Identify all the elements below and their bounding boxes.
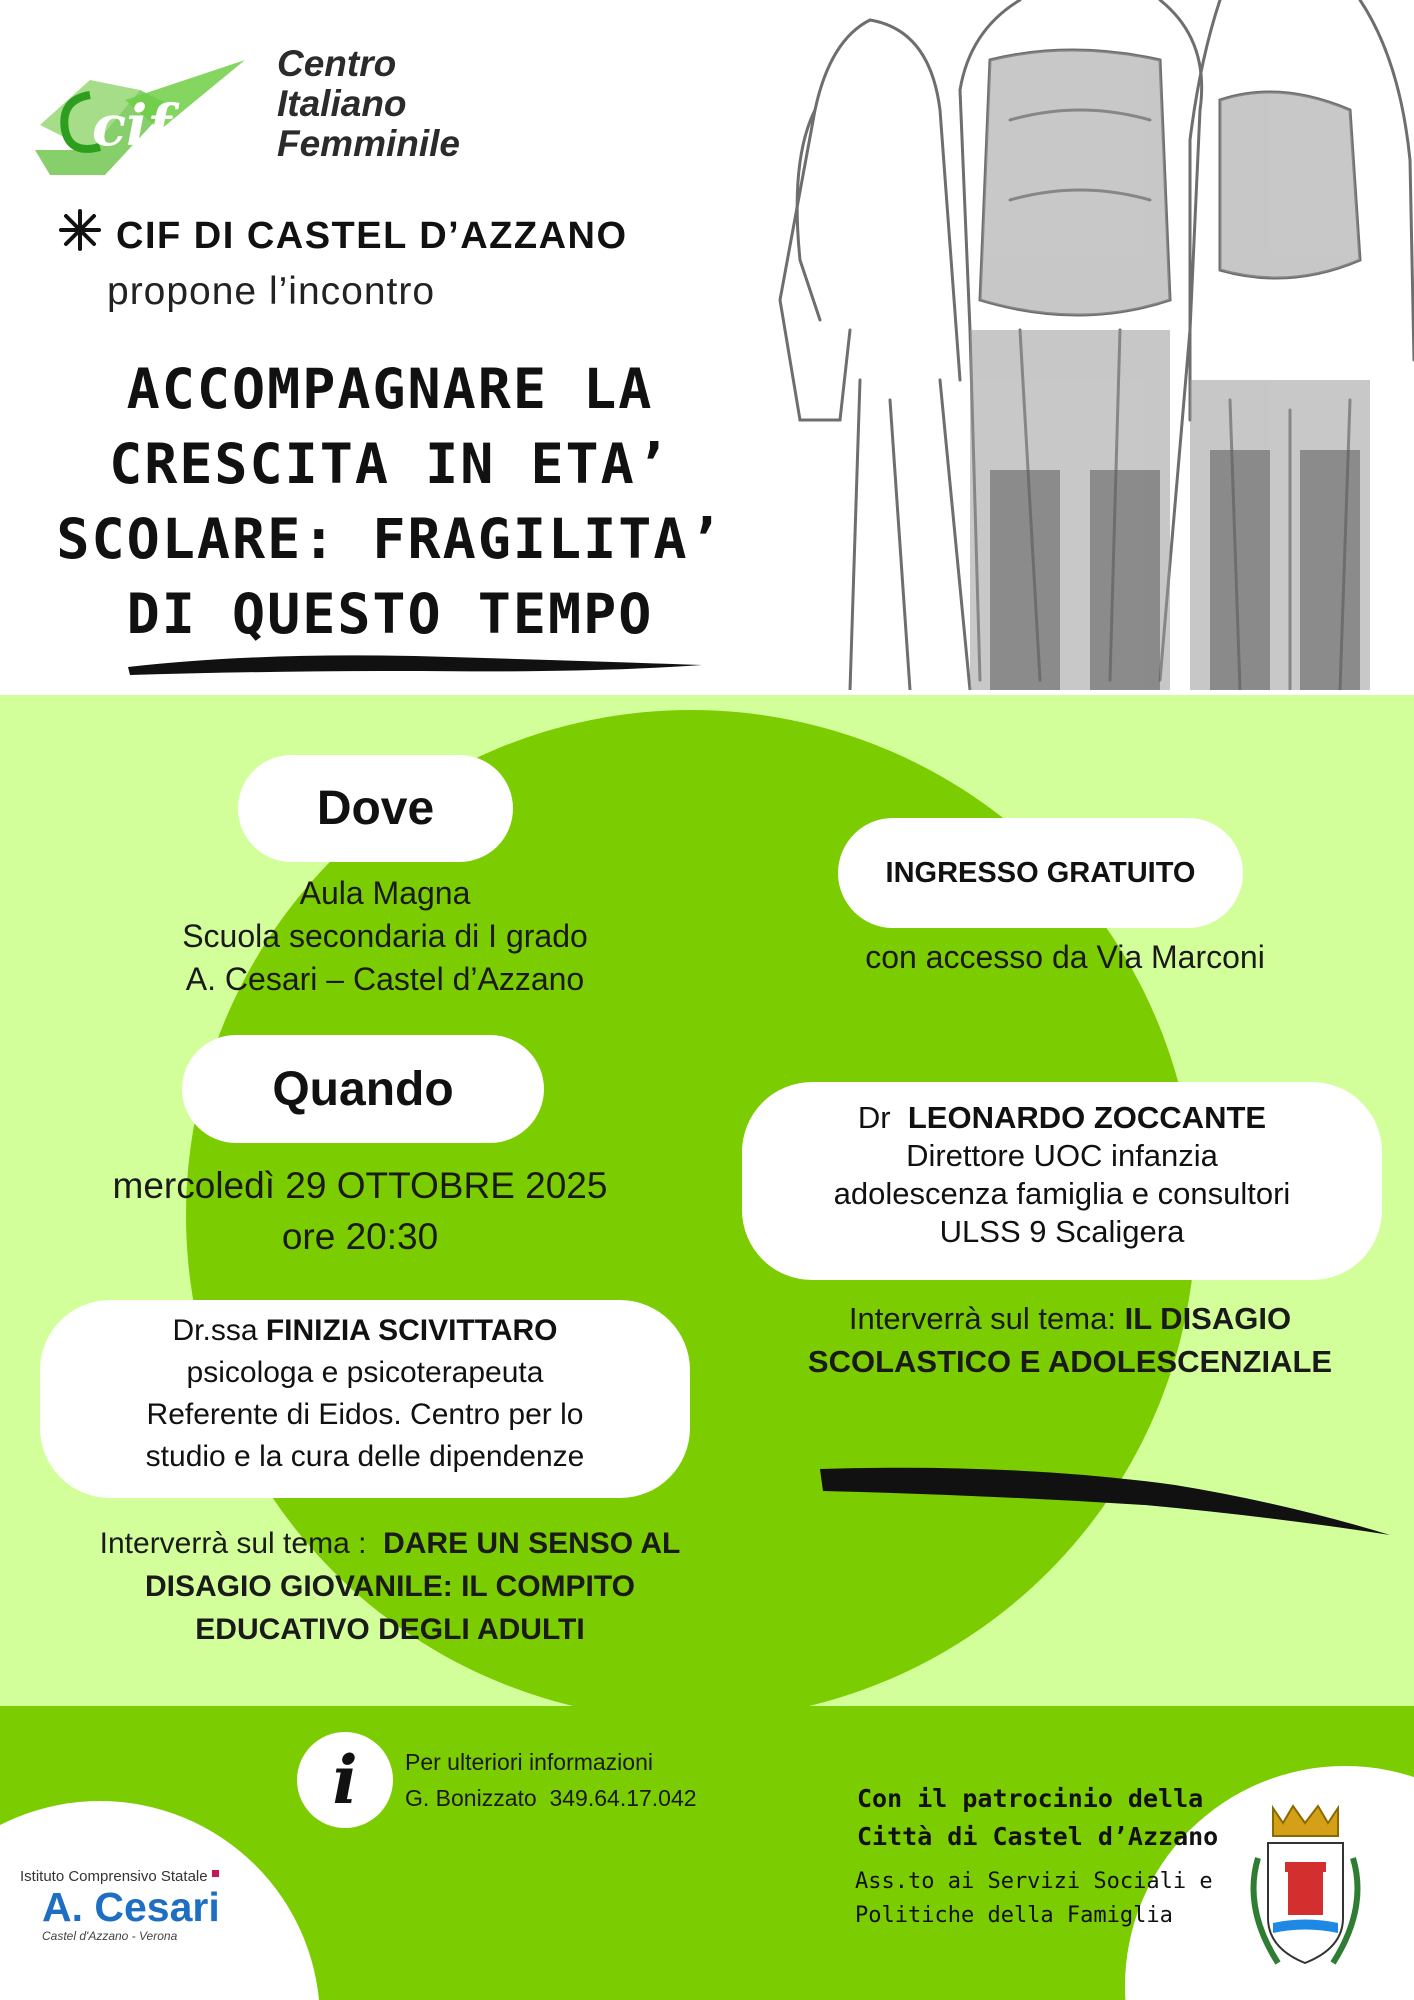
patronage-department xyxy=(855,1865,1213,1933)
speaker-2-topic-line-2: DISAGIO GIOVANILE: IL COMPITO xyxy=(144,1570,636,1603)
where-label-pill xyxy=(238,755,513,862)
free-entry-label: INGRESSO GRATUITO xyxy=(885,856,1196,889)
patronage-heading xyxy=(857,1780,1218,1856)
free-entry-pill xyxy=(838,818,1243,928)
info-icon xyxy=(297,1732,393,1828)
speaker-1-topic-prefix: Interverrà sul tema: xyxy=(848,1301,1116,1336)
where-label: Dove xyxy=(316,782,435,835)
speaker-1-card xyxy=(742,1082,1382,1280)
school-place: Castel d'Azzano - Verona xyxy=(42,1929,178,1943)
cif-logo xyxy=(30,55,250,180)
speaker-1-role-3: ULSS 9 Scaligera xyxy=(939,1214,1185,1249)
logo-text: cif xyxy=(92,93,172,159)
when-label-pill xyxy=(182,1035,544,1143)
speaker-1-title: Dr xyxy=(857,1100,891,1135)
title-line-3: SCOLARE: FRAGILITA’ xyxy=(56,507,724,571)
speaker-1-heading xyxy=(742,1082,1382,1137)
title-line-2: CRESCITA IN ETA’ xyxy=(109,432,671,496)
speaker-1-role-2: adolescenza famiglia e consultori xyxy=(833,1176,1291,1211)
school-institute xyxy=(20,1868,280,1885)
brush-stroke-divider xyxy=(815,1455,1395,1545)
school-institute-text: Istituto Comprensivo Statale xyxy=(20,1868,208,1885)
speaker-2-title: Dr.ssa xyxy=(172,1314,258,1347)
title-underline-brush xyxy=(120,645,710,685)
patronage-line-1: Con il patrocinio della xyxy=(857,1784,1204,1813)
castel-azzano-crest-icon xyxy=(1238,1798,1373,1978)
event-time: ore 20:30 xyxy=(281,1216,439,1257)
title-line-1: ACCOMPAGNARE LA xyxy=(126,357,654,421)
info-line-1: Per ulteriori informazioni xyxy=(405,1749,653,1775)
speaker-2-card xyxy=(40,1300,690,1498)
org-name xyxy=(277,44,460,164)
branch-text: CIF DI CASTEL D’AZZANO xyxy=(116,215,628,257)
when-details xyxy=(60,1160,660,1262)
speaker-2-topic-line-3: EDUCATIVO DEGLI ADULTI xyxy=(195,1613,585,1646)
speaker-2-topic-prefix: Interverrà sul tema : xyxy=(99,1527,367,1560)
org-name-line-2: Italiano xyxy=(277,83,407,124)
speaker-2-role-1: psicologa e psicoterapeuta xyxy=(186,1356,544,1389)
title-line-4: DI QUESTO TEMPO xyxy=(126,582,654,646)
event-date: mercoledì 29 OTTOBRE 2025 xyxy=(112,1165,608,1206)
info-contact-name: G. Bonizzato xyxy=(405,1785,537,1811)
org-name-line-3: Femminile xyxy=(277,123,460,164)
info-icon-glyph: i xyxy=(332,1741,358,1819)
asterisk-icon xyxy=(58,208,102,252)
where-line-3: A. Cesari – Castel d’Azzano xyxy=(185,961,585,997)
speaker-1-topic xyxy=(745,1297,1395,1383)
patronage-line-4: Politiche della Famiglia xyxy=(855,1903,1173,1928)
patronage-line-3: Ass.to ai Servizi Sociali e xyxy=(855,1869,1213,1894)
speaker-1-name: LEONARDO ZOCCANTE xyxy=(907,1100,1267,1135)
info-text xyxy=(405,1744,697,1816)
patronage-line-2: Città di Castel d’Azzano xyxy=(857,1822,1219,1851)
org-name-line-1: Centro xyxy=(277,43,397,84)
speaker-1-topic-line-2: SCOLASTICO E ADOLESCENZIALE xyxy=(807,1344,1333,1379)
speaker-2-heading xyxy=(40,1300,690,1352)
when-label: Quando xyxy=(272,1062,454,1116)
where-line-1: Aula Magna xyxy=(299,875,471,911)
proposes-text: propone l’incontro xyxy=(107,270,436,313)
speaker-2-role-2: Referente di Eidos. Centro per lo xyxy=(146,1398,584,1431)
school-accent-square xyxy=(212,1870,219,1877)
speaker-2-role-3: studio e la cura delle dipendenze xyxy=(145,1440,585,1473)
speaker-2-topic-line-1: DARE UN SENSO AL xyxy=(383,1527,681,1560)
speaker-1-role-1: Direttore UOC infanzia xyxy=(906,1138,1218,1173)
school-name: A. Cesari xyxy=(42,1884,220,1930)
students-sketch-illustration xyxy=(720,0,1414,690)
speaker-2-name: FINIZIA SCIVITTARO xyxy=(265,1314,558,1347)
where-line-2: Scuola secondaria di I grado xyxy=(182,918,588,954)
info-phone: 349.64.17.042 xyxy=(549,1785,697,1811)
where-details xyxy=(100,872,670,1001)
school-logo xyxy=(20,1868,280,1943)
branch-heading xyxy=(58,208,628,258)
speaker-2-topic xyxy=(40,1522,740,1651)
speaker-1-topic-line-1: IL DISAGIO xyxy=(1124,1301,1292,1336)
event-title xyxy=(20,352,760,652)
access-text: con accesso da Via Marconi xyxy=(865,939,1265,975)
